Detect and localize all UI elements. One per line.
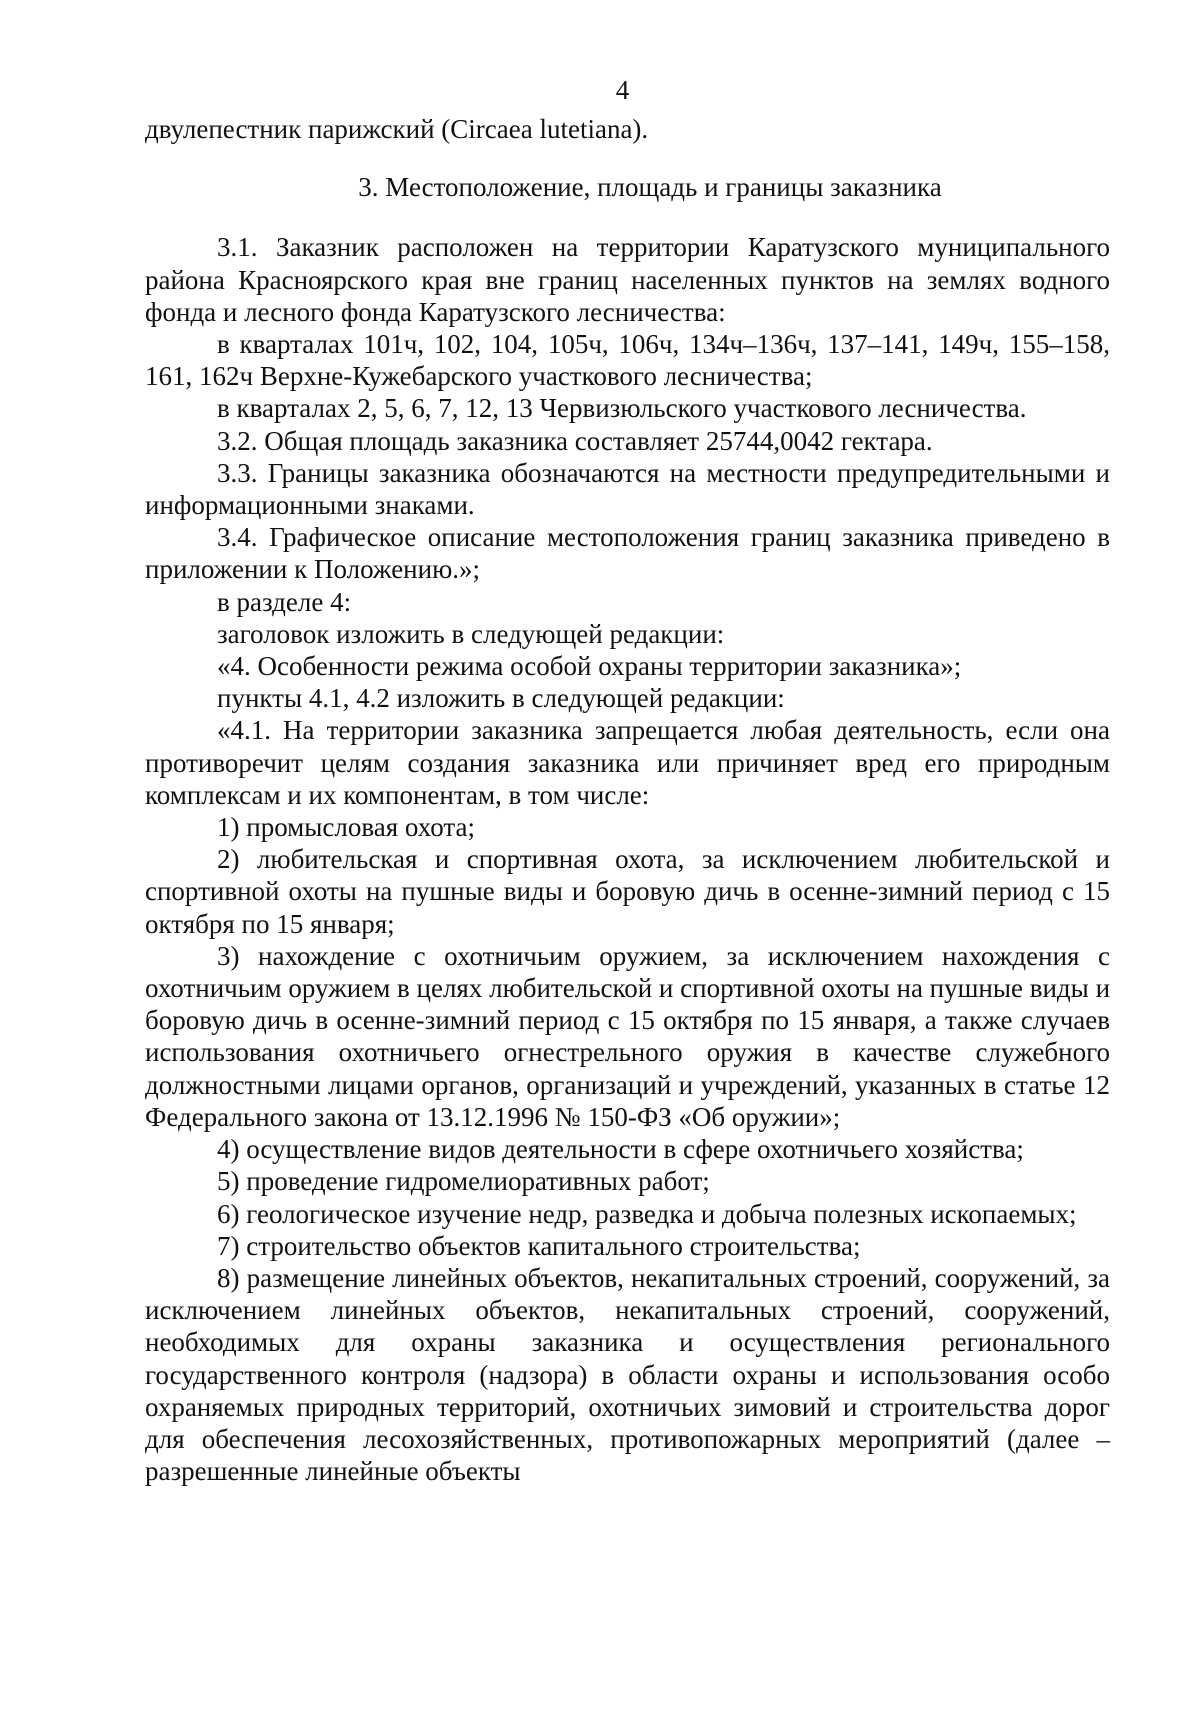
list-item-4: 4) осуществление видов деятельности в сфере охотничьего хозяйства; [217, 1134, 1024, 1165]
paragraph-items-edit: пункты 4.1, 4.2 изложить в следующей редакции: [217, 683, 785, 714]
list-item-7: 7) строительство объектов капитального строительства; [217, 1230, 861, 1261]
document-body [145, 113, 1110, 1487]
paragraph-quarters-verkhne-kuzhebar: в кварталах 101ч, 102, 104, 105ч, 106ч, 134ч–136ч, 137–141, 149ч, 155–158, 161, 162ч Верхне-Кужебарского участкового лесничества; [145, 329, 1110, 392]
paragraph-3-3: 3.3. Границы заказника обозначаются на местности предупредительными и информационными знаками. [145, 457, 1110, 521]
paragraph-3-1: 3.1. Заказник расположен на территории Каратузского муниципального района Красноярского края вне границ населенных пунктов на землях водного фонда и лесного фонда Каратузского лесничества: [145, 232, 1110, 327]
paragraph-title-edit: заголовок изложить в следующей редакции: [217, 618, 725, 649]
paragraph-species-end: двулепестник парижский (Circaea lutetiana). [145, 114, 649, 144]
paragraph-title-4: «4. Особенности режима особой охраны территории заказника»; [217, 651, 962, 682]
paragraph-3-4: 3.4. Графическое описание местоположения границ заказника приведено в приложении к Положению.»; [145, 522, 1110, 585]
list-item-6: 6) геологическое изучение недр, разведка и добыча полезных ископаемых; [217, 1198, 1077, 1229]
list-item-3: 3) нахождение с охотничьим оружием, за исключением нахождения с охотничьим оружием в целях любительской и спортивной охоты на пушные виды и боровую дичь в осенне-зимний период с 15 октября по 15 января, а также случаев использования охотничьего огнестрельного оружия в качестве служебного должностными лицами органов, организаций и учреждений, указанных в статье 12 Федерального закона от 13.12.1996 № 150-ФЗ «Об оружии»; [145, 940, 1111, 1132]
paragraph-quarters-chervizyul: в кварталах 2, 5, 6, 7, 12, 13 Червизюльского участкового лесничества. [217, 393, 1027, 424]
list-item-1: 1) промысловая охота; [217, 812, 475, 843]
section-heading: 3. Местоположение, площадь и границы заказника [358, 172, 942, 203]
list-item-5: 5) проведение гидромелиоративных работ; [217, 1166, 710, 1197]
paragraph-section-4: в разделе 4: [217, 586, 352, 617]
list-item-2: 2) любительская и спортивная охота, за исключением любительской и спортивной охоты на пушные виды и боровую дичь в осенне-зимний период с 15 октября по 15 января; [145, 844, 1110, 939]
paragraph-4-1: «4.1. На территории заказника запрещается любая деятельность, если она противоречит целям создания заказника или причиняет вред его природным комплексам и их компонентам, в том числе: [145, 715, 1110, 810]
page-number: 4 [615, 75, 630, 105]
list-item-8: 8) размещение линейных объектов, некапитальных строений, сооружений, за исключением линейных объектов, некапитальных строений, сооружений, необходимых для охраны заказника и осуществления регионального государственного контроля (надзора) в области охраны и использования особо охраняемых природных территорий, охотничьих зимовий и строительства дорог для обеспечения лесохозяйственных, противопожарных мероприятий (далее – разрешенные линейные объекты [145, 1262, 1110, 1487]
paragraph-3-2: 3.2. Общая площадь заказника составляет 25744,0042 гектара. [217, 425, 933, 456]
